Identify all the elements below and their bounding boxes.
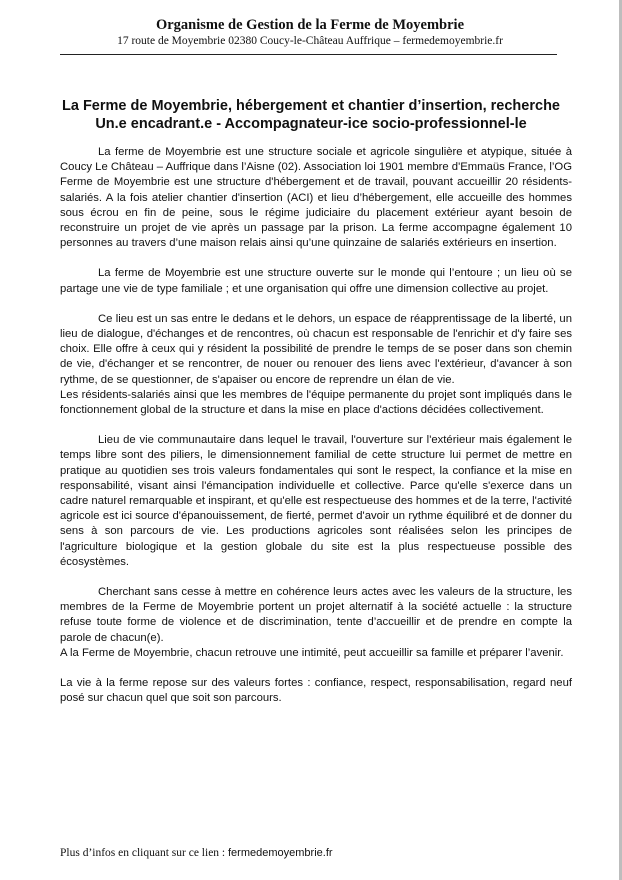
paragraph-values: La vie à la ferme repose sur des valeurs fortes : confiance, respect, responsabilisation, regard neuf posé sur chacun quel que soit son parcours. <box>60 677 572 705</box>
body-text <box>60 145 572 707</box>
paragraph-alternative-project: Cherchant sans cesse à mettre en cohérence leurs actes avec les valeurs de la structure, les membres de la Ferme de Moyembrie portent un projet alternatif à la société actuelle : la structure refuse toute forme de violence et de discrimination, tente d’accueillir et de prendre en compte la parole de chacun(e). <box>60 586 572 644</box>
paragraph-intimacy: A la Ferme de Moyembrie, chacun retrouve une intimité, peut accueillir sa famille et préparer l’avenir. <box>60 646 564 659</box>
paragraph-residents: Les résidents-salariés ainsi que les membres de l'équipe permanente du projet sont impliqués dans le fonctionnement global de la structure et dans la mise en place d'actions décidées collectivement. <box>60 388 572 417</box>
document-title <box>55 97 567 133</box>
paragraph-community-life: Lieu de vie communautaire dans lequel le travail, l'ouverture sur l'extérieur mais également le temps libre sont des piliers, le dimensionnement familial de cette structure lui permet de mettre en pratique au quotidien ses trois valeurs fondamentales qui sont le respect, la confiance et la mise en responsabilité, visant ainsi l'émancipation individuelle et collective. Parce qu'elle s'exerce dans un cadre naturel remarquable et inspirant, et qu'elle est respectueuse des hommes et de la terre, l'activité agricole est ici source d'épanouissement, de fierté, permet d'avoir un rythme équilibré et de donner du sens à son parcours de vie. Les productions agricoles sont réalisées selon les principes de l'agriculture biologique et la gestion globale du site est la plus respectueuse possible des écosystèmes. <box>60 434 572 568</box>
footer-label: Plus d’infos en cliquant sur ce lien : <box>60 847 228 859</box>
header-divider <box>60 54 557 55</box>
paragraph-open-structure: La ferme de Moyembrie est une structure ouverte sur le monde qui l’entoure ; un lieu où se partage une vie de type familiale ; et une organisation qui offre une dimension collective au projet. <box>60 267 572 295</box>
footer <box>60 846 333 861</box>
title-line-1: La Ferme de Moyembrie, hébergement et chantier d’insertion, recherche <box>62 98 560 114</box>
organization-name: Organisme de Gestion de la Ferme de Moyembrie <box>155 17 465 33</box>
paragraph-intro: La ferme de Moyembrie est une structure sociale et agricole singulière et atypique, située à Coucy Le Château – Auffrique dans l’Aisne (02). Association loi 1901 membre d'Emmaüs France, l’OG Ferme de Moyembrie est une structure d'hébergement et de travail, pouvant accueillir 20 résidents-salariés. A la fois atelier chantier d'insertion (ACI) et lieu d’hébergement, elle accueille des hommes sous écrou en fin de peine, sous le régime judiciaire du placement extérieur ayant besoin de reconstruire un projet de vie après un passage par la prison. La ferme accompagne également 10 personnes au travers d’une maison relais ainsi qu’une quinzaine de salariés extérieurs en insertion. <box>60 146 572 250</box>
title-line-2: Un.e encadrant.e - Accompagnateur-ice socio-professionnel-le <box>95 116 527 132</box>
website-link[interactable]: fermedemoyembrie.fr <box>228 847 333 859</box>
organization-address: 17 route de Moyembrie 02380 Coucy-le-Château Auffrique – fermedemoyembrie.fr <box>117 35 503 47</box>
paragraph-transition-space: Ce lieu est un sas entre le dedans et le dehors, un espace de réapprentissage de la liberté, un lieu de dialogue, d'échanges et de rencontres, où chacun est responsable de l'enrichir et d'y faire ses choix. Elle offre à ceux qui y résident la possibilité de prendre le temps de se poser dans son chemin de vie, d'échanger et se rencontrer, de nouer ou renouer des liens avec l'extérieur, d'avancer à son rythme, de se questionner, de s'apaiser ou encore de reprendre un élan de vie. <box>60 312 572 386</box>
letterhead <box>40 16 580 49</box>
